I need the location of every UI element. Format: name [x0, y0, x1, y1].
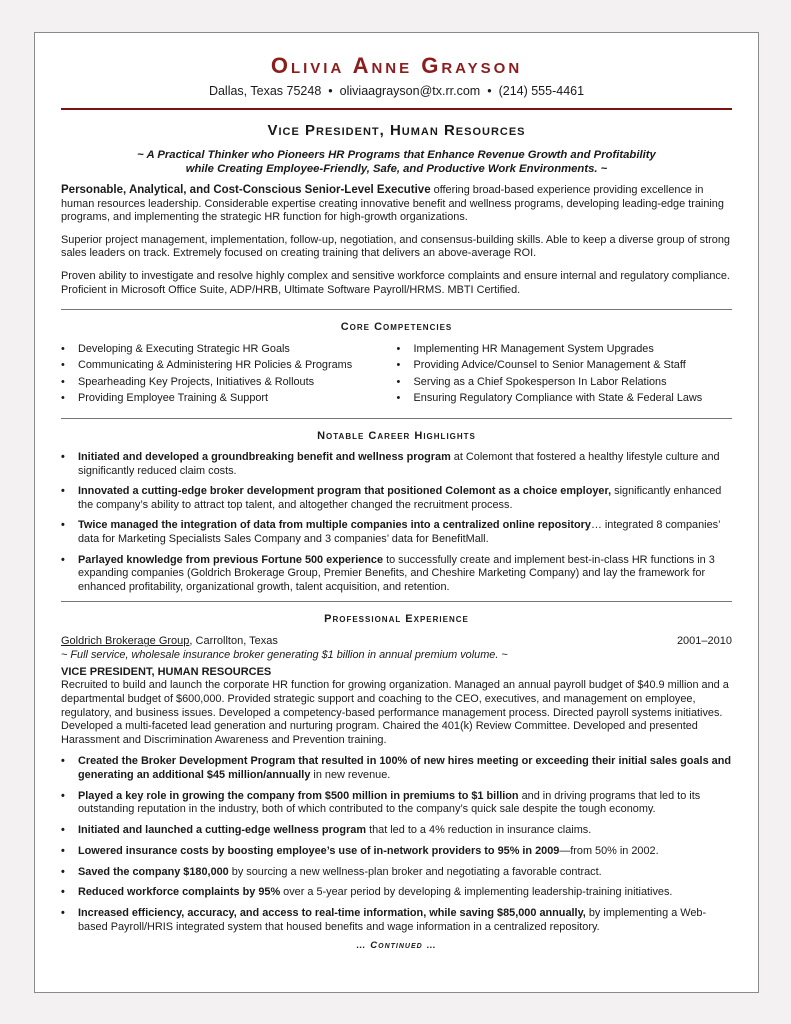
separator: • — [328, 84, 333, 98]
achievement-bold: Saved the company $180,000 — [78, 865, 229, 878]
header-divider — [61, 108, 732, 110]
position-title: VICE PRESIDENT, HUMAN RESOURCES — [61, 666, 272, 679]
list-item: • Providing Advice/Counsel to Senior Management & Staff — [397, 357, 733, 373]
separator: • — [487, 84, 492, 98]
achievement-text: that led to a 4% reduction in insurance claims. — [366, 824, 592, 837]
list-item: • Communicating & Administering HR Policies & Programs — [61, 357, 397, 373]
achievement-bold: Lowered insurance costs by boosting employee’s use of in-network providers to 95% in 2009 — [78, 844, 560, 857]
achievement-text: and in driving programs that led to its outstanding reputation in the industry, both of which contributed to the company’s quick sale despite the tough economy. — [78, 789, 701, 816]
summary-paragraph — [61, 184, 732, 225]
company-description: ~ Full service, wholesale insurance broker generating $1 billion in annual premium volume. ~ — [61, 649, 508, 662]
section-heading: Professional Experience — [324, 613, 469, 626]
section-divider — [61, 601, 732, 602]
job-header — [61, 634, 732, 648]
list-item — [61, 866, 732, 880]
achievement-text: by sourcing a new wellness-plan broker and negotiating a favorable contract. — [228, 865, 602, 878]
achievement-bold: Reduced workforce complaints by 95% — [78, 886, 281, 899]
tagline-line: ~ A Practical Thinker who Pioneers HR Programs that Enhance Revenue Growth and Profitability — [137, 149, 656, 161]
competencies-right — [397, 341, 733, 406]
candidate-name: Olivia Anne Grayson — [270, 53, 523, 78]
section-divider — [61, 418, 732, 419]
achievements-list — [61, 755, 732, 934]
phone: (214) 555-4461 — [498, 84, 585, 98]
list-item: • Implementing HR Management System Upgrades — [397, 341, 733, 357]
achievement-text: over a 5-year period by developing & implementing leadership-training initiatives. — [280, 886, 673, 899]
email: oliviaagrayson@tx.rr.com — [339, 84, 481, 98]
job-dates: 2001–2010 — [676, 635, 732, 648]
achievement-bold: Increased efficiency, accuracy, and access to real-time information, while saving $85,000 annually, — [78, 907, 586, 920]
location: Dallas, Texas 75248 — [208, 84, 322, 98]
highlights-list — [61, 451, 732, 594]
competencies-left — [61, 341, 397, 406]
list-item — [61, 485, 732, 512]
list-item — [61, 554, 732, 595]
resume-page — [34, 32, 759, 993]
list-item — [61, 790, 732, 817]
tagline — [61, 148, 732, 176]
list-item — [61, 519, 732, 546]
highlight-bold: Initiated and developed a groundbreaking benefit and wellness program — [78, 450, 451, 463]
list-item: • Developing & Executing Strategic HR Goals — [61, 341, 397, 357]
achievement-text: in new revenue. — [310, 768, 391, 781]
list-item — [61, 451, 732, 478]
achievement-bold: Initiated and launched a cutting-edge wellness program — [78, 824, 367, 837]
achievement-text: —from 50% in 2002. — [559, 844, 659, 857]
achievement-text: by implementing a Web-based Payroll/HRIS integrated system that housed benefits and wage information in a centralized repository. — [78, 907, 707, 933]
list-item — [61, 824, 732, 838]
summary-lead: Personable, Analytical, and Cost-Conscious Senior-Level Executive — [61, 184, 431, 196]
achievement-bold: Played a key role in growing the company from $500 million in premiums to $1 billion — [78, 789, 519, 802]
highlight-bold: Innovated a cutting-edge broker development program that positioned Colemont as a choice employer, — [78, 485, 612, 498]
continued-note: … Continued … — [356, 939, 437, 951]
highlight-bold: Twice managed the integration of data from multiple companies into a centralized online repository — [78, 519, 591, 532]
highlight-text: at Colemont that fostered a healthy lifestyle culture and significantly reduced claim costs. — [78, 450, 720, 477]
employer — [61, 634, 278, 648]
list-item — [61, 886, 732, 900]
section-heading: Notable Career Highlights — [317, 429, 476, 442]
highlight-bold: Parlayed knowledge from previous Fortune 500 experience — [78, 553, 384, 566]
highlight-text: to successfully create and implement best-in-class HR functions in 3 expanding companies (Goldrich Brokerage Group, Premier Benefits, and Cheshire Marketing Company) and lay the framework for enhanced profitability, organizational growth, talent acquisition, and retention. — [78, 553, 715, 593]
company-name: Goldrich Brokerage Group — [61, 635, 190, 648]
tagline-line: while Creating Employee-Friendly, Safe, and Productive Work Environments. ~ — [185, 163, 608, 175]
job-title-heading: Vice President, Human Resources — [267, 122, 526, 139]
highlight-text: … integrated 8 companies’ data for Marketing Specialists Sales Company and 3 companies’ data for BenefitMall. — [78, 519, 721, 545]
competencies-list — [61, 341, 732, 406]
list-item — [61, 845, 732, 859]
list-item — [61, 755, 732, 782]
summary-paragraph: Proven ability to investigate and resolve highly complex and sensitive workforce complaints and ensure internal and regulatory compliance. Proficient in Microsoft Office Suite, ADP/HRB, Ultimate Software Payroll/HRMS. MBTI Certified. — [61, 269, 730, 296]
company-location: , Carrollton, Texas — [189, 635, 278, 648]
list-item: • Ensuring Regulatory Compliance with State & Federal Laws — [397, 390, 733, 406]
list-item: • Serving as a Chief Spokesperson In Labor Relations — [397, 374, 733, 390]
highlight-text: significantly enhanced the company’s ability to attract top talent, and altogether changed the recruitment process. — [78, 485, 722, 511]
list-item: • Spearheading Key Projects, Initiatives & Rollouts — [61, 374, 397, 390]
summary-paragraph: Superior project management, implementation, follow-up, negotiation, and consensus-building skills. Able to keep a diverse group of strong sales leaders on track. Extremely focused on creating training that delivers an above-average ROI. — [61, 233, 730, 260]
section-divider — [61, 309, 732, 310]
achievement-bold: Created the Broker Development Program that resulted in 100% of new hires meeting or exceeding their initial sales goals and generating an additional $45 million/annually — [78, 755, 732, 781]
position-summary: Recruited to build and launch the corporate HR function for growing organization. Managed an annual payroll budget of $40.9 million and a departmental budget of $600,000. Provided strategic support and coaching to the CEO, executives, and management on employee, regulatory, and business issues. Developed a competency-based performance management process. Directed payroll systems initiatives. Developed a multi-faceted lead generation and nurturing program. Chaired the 401(k) Review Committee. Developed and presented Harassment and Discrimination Awareness and Prevention training. — [61, 679, 729, 746]
summary-text: offering broad-based experience providing excellence in human resources leadership. Considerable expertise creating innovative benefit and wellness programs, developing leading-edge training programs, and implementing the strategic HR function for high-growth organizations. — [61, 184, 724, 224]
section-heading: Core Competencies — [340, 321, 453, 334]
contact-line — [61, 83, 732, 99]
list-item — [61, 907, 732, 934]
list-item: • Providing Employee Training & Support — [61, 390, 397, 406]
